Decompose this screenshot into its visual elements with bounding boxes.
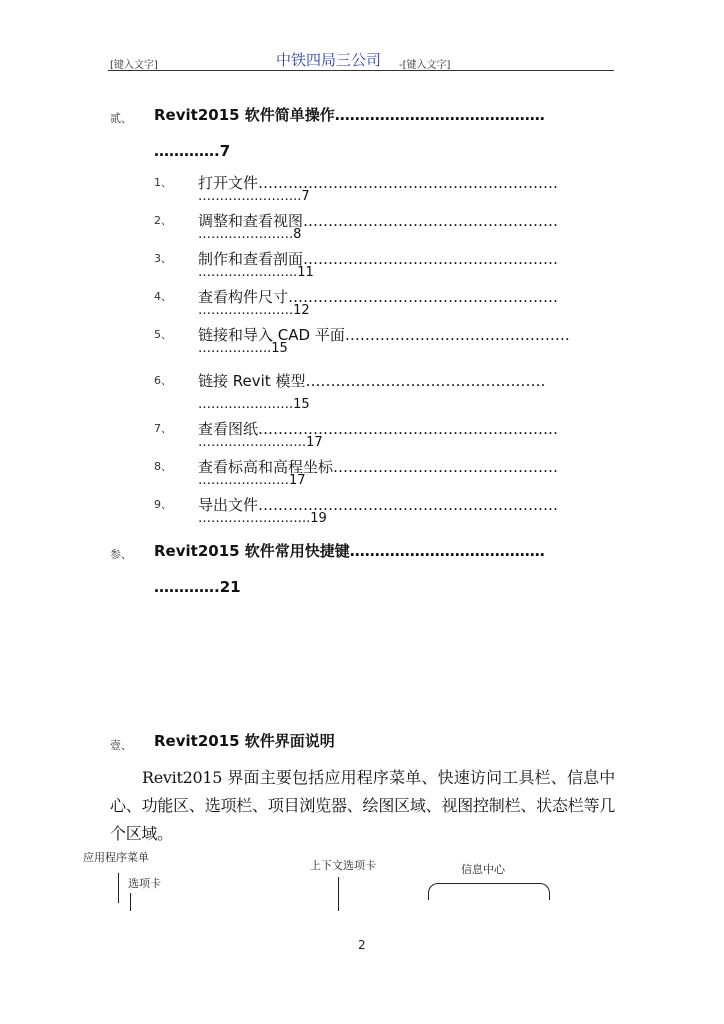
toc-section-title: Revit2015 软件常用快捷键………………………………… — [154, 542, 545, 560]
toc-entry-title: 调整和查看视图…………………………………………… — [198, 212, 559, 230]
toc-entry-title: 查看构件尺寸……………………………………………… — [198, 288, 559, 306]
label-info-center: 信息中心 — [461, 863, 505, 876]
leader-line-tab — [130, 893, 131, 911]
toc-entry — [0, 494, 724, 534]
leader-line-context-tab — [338, 877, 339, 911]
header-rule — [108, 70, 614, 71]
toc-entry-number: 9、 — [154, 498, 172, 511]
toc-entry-number: 7、 — [154, 422, 172, 435]
toc-entry — [0, 418, 724, 458]
toc-entry-page: …………………..11 — [198, 265, 314, 280]
header-company-name: 中铁四局三公司 — [276, 51, 382, 69]
toc-entry-page: ………………….15 — [198, 397, 310, 412]
section-title: Revit2015 软件界面说明 — [154, 732, 335, 750]
toc-entry-page: ……………………..19 — [198, 511, 327, 526]
toc-section-number: 参、 — [110, 548, 132, 561]
toc-entry — [0, 286, 724, 326]
page-number: 2 — [358, 938, 366, 952]
body-paragraph — [110, 764, 615, 848]
toc-entry — [0, 210, 724, 250]
paragraph-text: Revit2015 界面主要包括应用程序菜单、快速访问工具栏、信息中心、功能区、选项栏、项目浏览器、绘图区域、视图控制栏、状态栏等几个区域。 — [110, 768, 615, 843]
toc-entry-title: 制作和查看剖面…………………………………………… — [198, 250, 559, 268]
toc-section-page: ………….21 — [154, 578, 241, 596]
toc-entry-number: 1、 — [154, 176, 172, 189]
toc-entry-title: 链接和导入 CAD 平面……………………………………… — [198, 326, 570, 344]
toc-section-page: ………….7 — [154, 142, 231, 160]
toc-section-title: Revit2015 软件简单操作…………………………………… — [154, 106, 545, 124]
toc-entry-page: …………………….17 — [198, 435, 323, 450]
toc-entry — [0, 324, 724, 364]
toc-entry-title: 查看标高和高程坐标……………………………………… — [198, 458, 559, 476]
toc-entry-page: ………….………..7 — [198, 189, 310, 204]
toc-entry-title: 查看图纸…………………………………………………… — [198, 420, 559, 438]
toc-entry-page: ………………….12 — [198, 303, 310, 318]
toc-entry-page: ……………..15 — [198, 341, 288, 356]
toc-entry-number: 5、 — [154, 328, 172, 341]
label-app-menu: 应用程序菜单 — [83, 851, 149, 864]
leader-line-app-menu — [118, 873, 119, 903]
header-right-placeholder: -[键入文字] — [399, 60, 451, 71]
toc-section-number: 贰、 — [110, 112, 132, 125]
toc-entry-number: 4、 — [154, 290, 172, 303]
section-number: 壹、 — [110, 739, 132, 752]
toc-entry — [0, 172, 724, 212]
toc-entry-page: ………………….8 — [198, 227, 302, 242]
toc-entry-title: 打开文件…………………………………………………… — [198, 174, 559, 192]
toc-entry-page: …………………17 — [198, 473, 306, 488]
bracket-info-center — [428, 883, 550, 900]
toc-entry — [0, 248, 724, 288]
label-context-tab: 上下文选项卡 — [310, 859, 376, 872]
toc-entry-number: 2、 — [154, 214, 172, 227]
label-tab: 选项卡 — [128, 877, 161, 890]
toc-entry-title: 链接 Revit 模型………………………………………… — [198, 372, 546, 390]
toc-entry-number: 6、 — [154, 374, 172, 387]
toc-entry-number: 3、 — [154, 252, 172, 265]
toc-entry-title: 导出文件…………………………………………………… — [198, 496, 559, 514]
header-left-placeholder: [键入文字] — [110, 60, 158, 71]
toc-entry-number: 8、 — [154, 460, 172, 473]
toc-entry — [0, 456, 724, 496]
toc-entry — [0, 370, 724, 416]
